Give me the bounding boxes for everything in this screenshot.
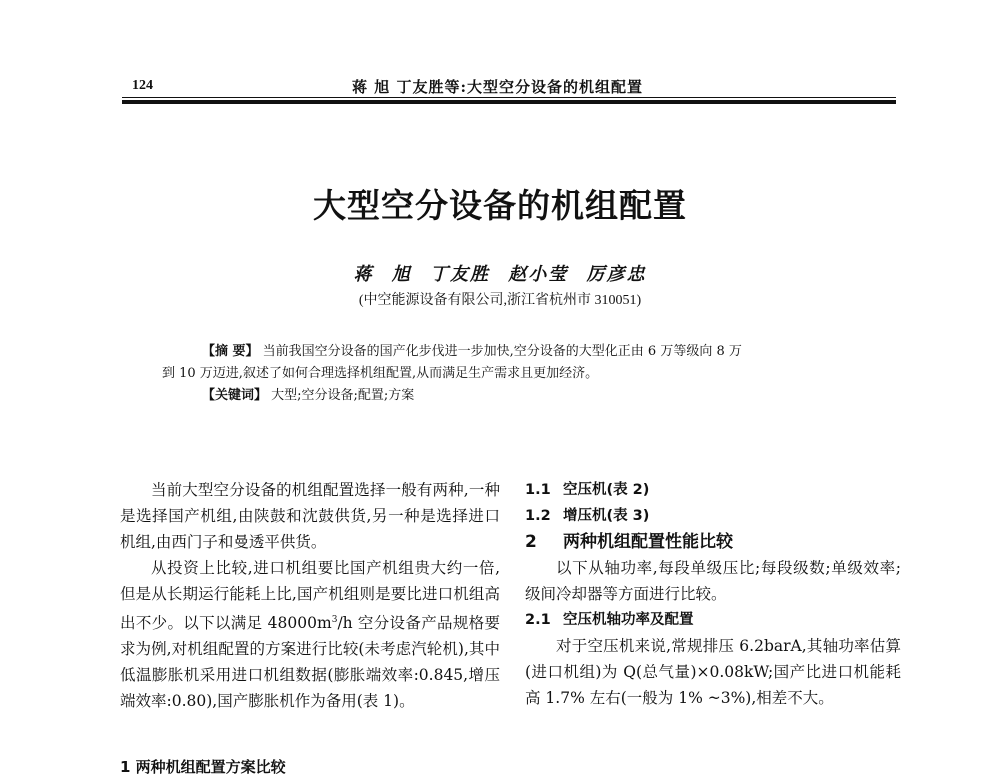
section-1-2-number: 1.2 [525, 508, 551, 524]
abstract-line-1 [162, 341, 862, 363]
paragraph-comparison: 以下从轴功率,每段单级压比;每段级数;单级效率;级间冷却器等方面进行比较。 [525, 559, 901, 603]
section-1-heading-cut: 1 两种机组配置方案比较 [120, 758, 286, 776]
keywords-line [162, 385, 862, 407]
header-rule-thick [122, 100, 896, 104]
section-1-1-title: 空压机(表 2) [563, 482, 650, 498]
running-title: 蒋 旭 丁友胜等:大型空分设备的机组配置 [352, 78, 643, 96]
section-1-1-number: 1.1 [525, 482, 551, 498]
paragraph-investment-b: /h 空分设备产品规格要求为例,对机组配置的方案进行比较(未考虑汽轮机),其中低温膨胀机采用进口机组数据(膨胀端效率:0.845,增压端效率:0.80),国产膨胀机作为备用(表 1)。 [120, 614, 501, 711]
section-1-2-heading [525, 503, 901, 529]
section-2-heading [525, 529, 901, 555]
section-1-1-heading [525, 477, 901, 503]
left-column [120, 477, 500, 714]
article-title: 大型空分设备的机组配置 [313, 186, 687, 225]
keywords-text: 大型;空分设备;配置;方案 [271, 388, 415, 403]
section-2-title: 两种机组配置性能比较 [563, 532, 733, 552]
paragraph-intro: 当前大型空分设备的机组配置选择一般有两种,一种是选择国产机组,由陕鼓和沈鼓供货,另一种是选择进口机组,由西门子和曼透平供货。 [120, 481, 500, 551]
paragraph-shaft-power: 对于空压机来说,常规排压 6.2barA,其轴功率估算(进口机组)为 Q(总气量)×0.08kW;国产比进口机能耗高 1.7% 左右(一般为 1% ~3%),相差不大。 [525, 637, 901, 707]
section-2-1-heading [525, 607, 901, 633]
abstract-label: 【摘 要】 [202, 344, 259, 359]
paragraph-investment-a: 从投资上比较,进口机组要比国产机组贵大约一倍,但是从长期运行能耗上比,国产机组则是要比进口机组高出不少。以下以满足 48000m [120, 559, 500, 633]
header-rule-thin [122, 97, 896, 98]
running-header [122, 76, 896, 98]
section-2-1-number: 2.1 [525, 612, 551, 628]
author-list: 蒋 旭 丁友胜 赵小莹 厉彦忠 [353, 264, 647, 285]
section-2-1-title: 空压机轴功率及配置 [563, 612, 694, 628]
keywords-label: 【关键词】 [202, 388, 268, 403]
section-1-2-title: 增压机(表 3) [563, 508, 650, 524]
abstract-text-2: 到 10 万迈进,叙述了如何合理选择机组配置,从而满足生产需求且更加经济。 [162, 366, 599, 381]
abstract-text-1: 当前我国空分设备的国产化步伐进一步加快,空分设备的大型化正由 6 万等级向 8 万 [262, 344, 742, 359]
right-column [525, 477, 901, 711]
paragraph-investment [120, 555, 500, 714]
affiliation: (中空能源设备有限公司,浙江省杭州市 310051) [358, 293, 642, 308]
page-number: 124 [132, 78, 153, 93]
section-2-number: 2 [525, 532, 537, 552]
superscript-3: 3 [331, 615, 338, 625]
abstract-block [162, 341, 862, 407]
